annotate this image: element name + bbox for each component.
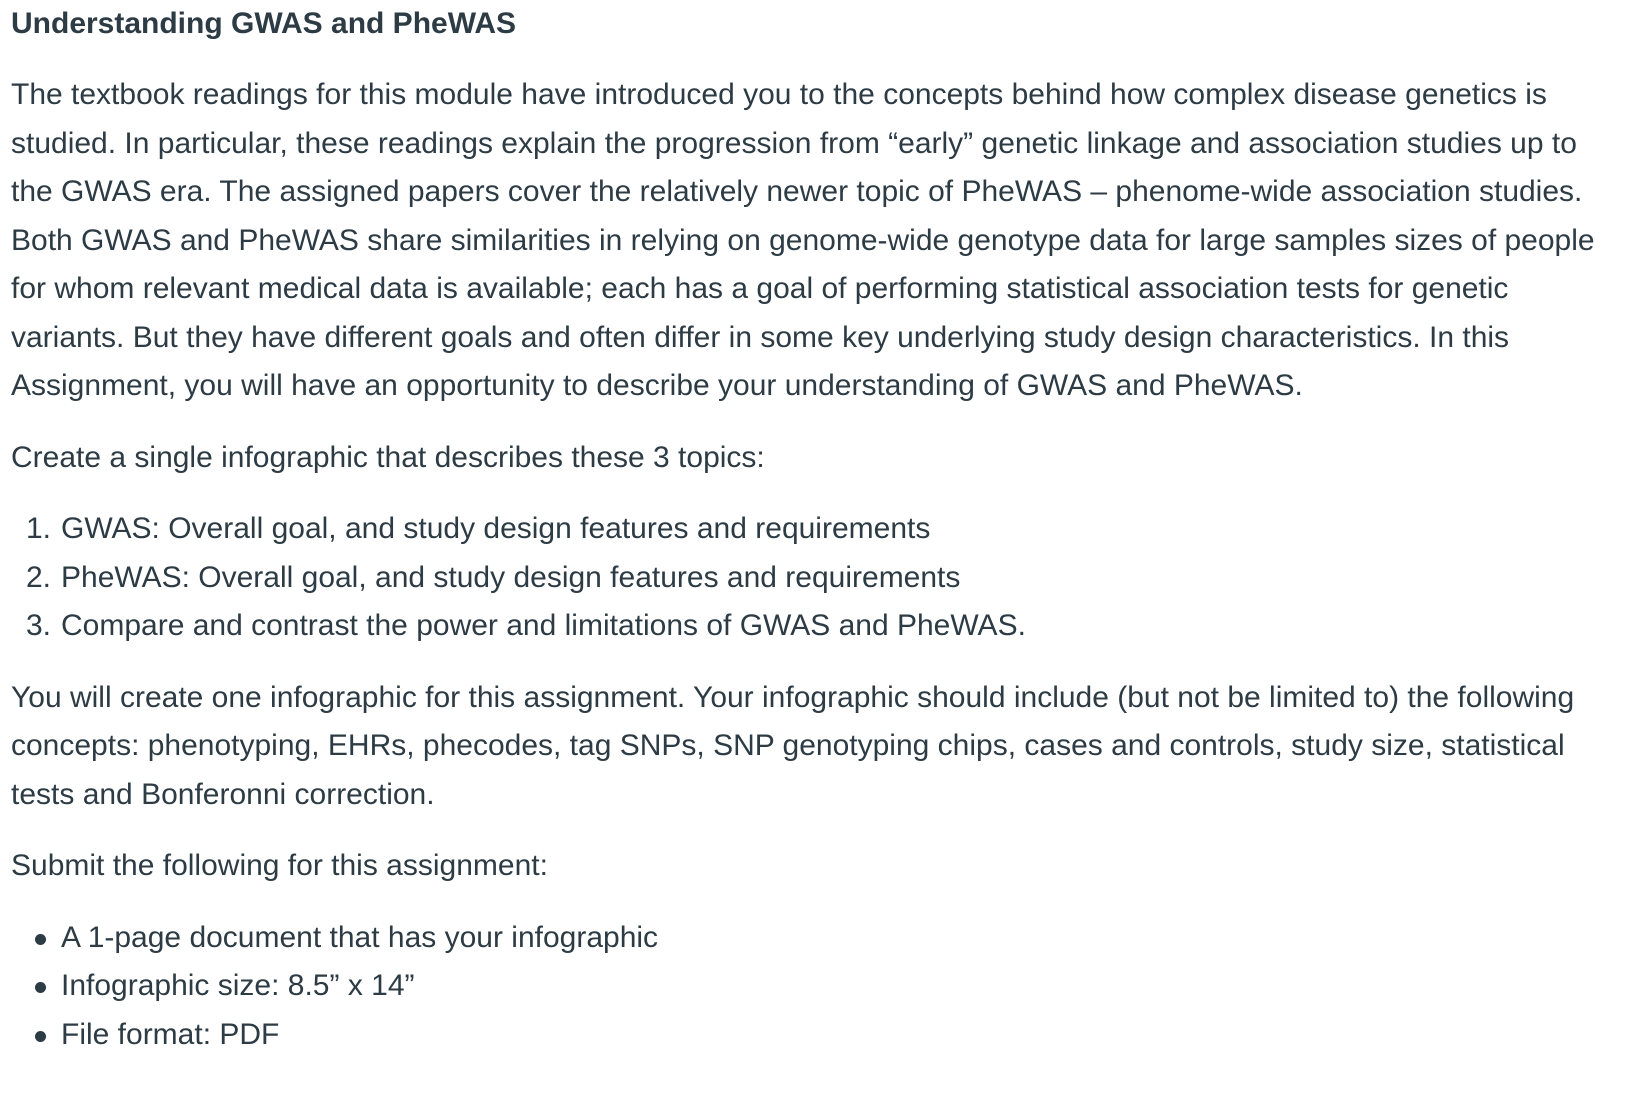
list-item — [11, 914, 1618, 963]
list-item-text: A 1-page document that has your infographic — [61, 920, 659, 954]
list-number: 1. — [26, 512, 52, 545]
list-number: 2. — [26, 560, 52, 594]
bullet-icon — [35, 982, 46, 993]
concepts-paragraph: You will create one infographic for this assignment. Your infographic should include (but not be limited to) the following concepts: phenotyping, EHRs, phecodes, tag SNPs, SNP genotyping chips, cases and controls, study size, statistical tests and Bonferonni correction. — [11, 680, 1575, 811]
topics-list — [11, 505, 1618, 651]
list-item — [11, 1011, 1618, 1060]
list-item-text: PheWAS: Overall goal, and study design features and requirements — [61, 560, 961, 594]
bullet-icon — [35, 1031, 46, 1042]
list-item — [11, 962, 1618, 1011]
submit-list — [11, 914, 1618, 1060]
intro-paragraph: The textbook readings for this module have introduced you to the concepts behind how complex disease genetics is studied. In particular, these readings explain the progression from “early” genetic linkage and association studies up to the GWAS era. The assigned papers cover the relatively newer topic of PheWAS – phenome-wide association studies. Both GWAS and PheWAS share similarities in relying on genome-wide genotype data for large samples sizes of people for whom relevant medical data is available; each has a goal of performing statistical association tests for genetic variants. But they have different goals and often differ in some key underlying study design characteristics. In this Assignment, you will have an opportunity to describe your understanding of GWAS and PheWAS. — [11, 78, 1595, 402]
list-number: 3. — [26, 609, 52, 642]
list-item — [11, 602, 1618, 651]
list-item-text: Compare and contrast the power and limitations of GWAS and PheWAS. — [61, 609, 1026, 642]
page-title: Understanding GWAS and PheWAS — [11, 7, 517, 40]
create-prompt: Create a single infographic that describes these 3 topics: — [11, 440, 765, 474]
list-item — [11, 505, 1618, 554]
bullet-icon — [35, 934, 46, 945]
list-item-text: Infographic size: 8.5” x 14” — [61, 969, 415, 1002]
list-item — [11, 554, 1618, 603]
submit-prompt: Submit the following for this assignment: — [11, 849, 548, 882]
list-item-text: GWAS: Overall goal, and study design features and requirements — [61, 512, 931, 545]
list-item-text: File format: PDF — [61, 1017, 280, 1051]
